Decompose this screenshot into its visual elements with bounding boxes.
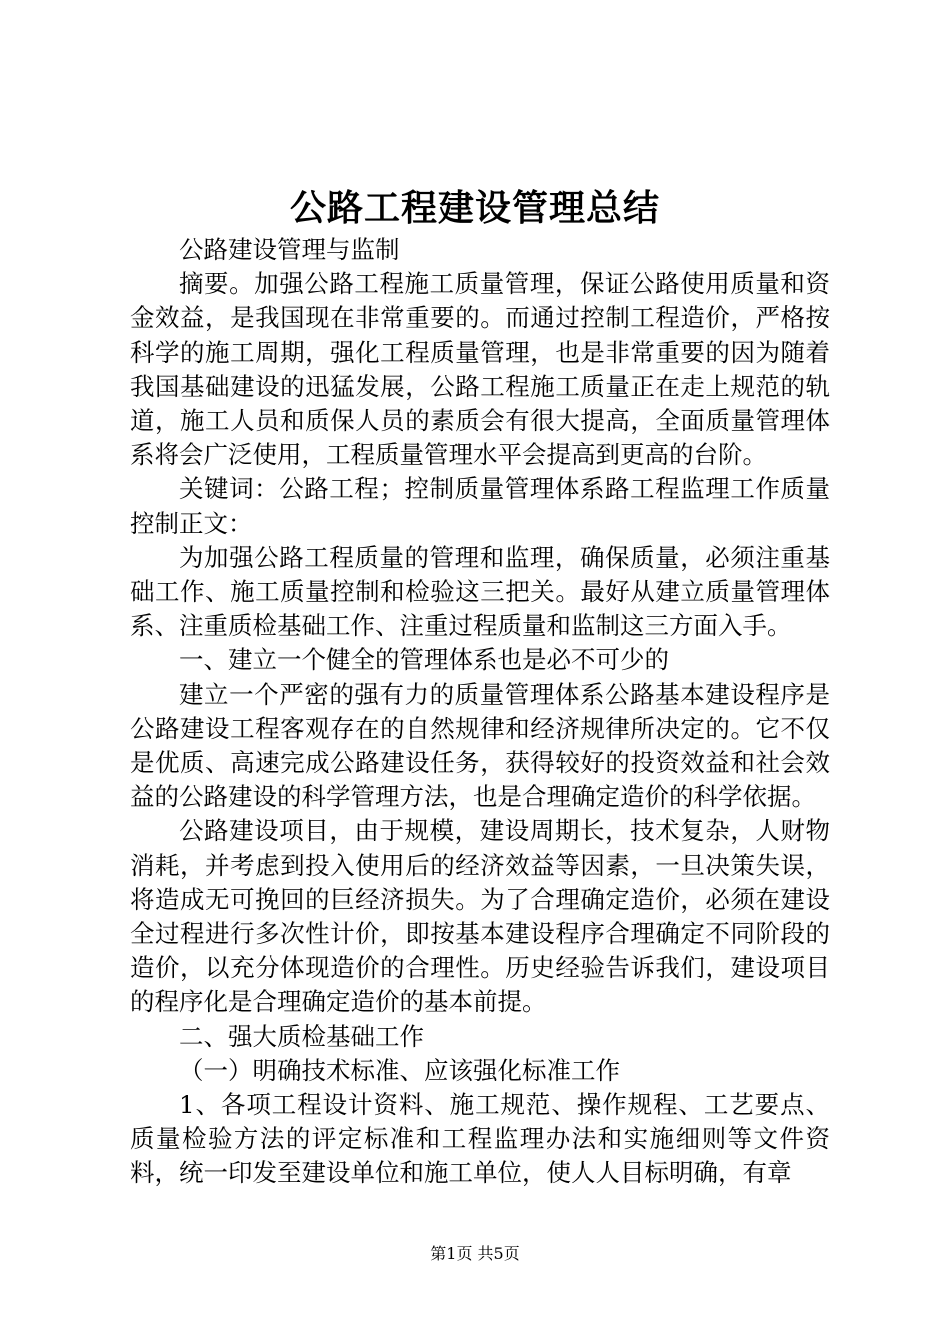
subtitle-paragraph: 公路建设管理与监制: [179, 235, 400, 264]
document-body: [130, 233, 830, 1191]
section-heading-2: 二、强大质检基础工作: [179, 1021, 424, 1051]
section-heading-1: 一、建立一个健全的管理体系也是必不可少的: [179, 645, 669, 675]
abstract-paragraph: 摘要。加强公路工程施工质量管理，保证公路使用质量和资金效益，是我国现在非常重要的。而通过控制工程造价，严格按科学的施工周期，强化工程质量管理，也是非常重要的因为随着我国基础建设的迅猛发展，公路工程施工质量正在走上规范的轨道，施工人员和质保人员的素质会有很大提高，全面质量管理体系将会广泛使用，工程质量管理水平会提高到更高的台阶。: [130, 269, 830, 470]
page-number-footer: 第1页 共5页: [430, 1244, 520, 1263]
body-paragraph: 1、各项工程设计资料、施工规范、操作规程、工艺要点、质量检验方法的评定标准和工程监理办法和实施细则等文件资料，统一印发至建设单位和施工单位，使人人目标明确，有章: [130, 1090, 830, 1188]
document-title: 公路工程建设管理总结: [289, 187, 660, 229]
body-paragraph: 公路建设项目，由于规模，建设周期长，技术复杂，人财物消耗，并考虑到投入使用后的经济效益等因素，一旦决策失误，将造成无可挽回的巨经济损失。为了合理确定造价，必须在建设全过程进行多次性计价，即按基本建设程序合理确定不同阶段的造价，以充分体现造价的合理性。历史经验告诉我们，建设项目的程序化是合理确定造价的基本前提。: [130, 816, 830, 1017]
keywords-paragraph: 关键词：公路工程；控制质量管理体系路工程监理工作质量控制正文：: [130, 474, 830, 538]
body-paragraph: 建立一个严密的强有力的质量管理体系公路基本建设程序是公路建设工程客观存在的自然规律和经济规律所决定的。它不仅是优质、高速完成公路建设任务，获得较好的投资效益和社会效益的公路建设的科学管理方法，也是合理确定造价的科学依据。: [130, 679, 830, 812]
subsection-heading-1: （一）明确技术标准、应该强化标准工作: [179, 1055, 620, 1085]
intro-paragraph: 为加强公路工程质量的管理和监理，确保质量，必须注重基础工作、施工质量控制和检验这三把关。最好从建立质量管理体系、注重质检基础工作、注重过程质量和监制这三方面入手。: [130, 542, 830, 641]
